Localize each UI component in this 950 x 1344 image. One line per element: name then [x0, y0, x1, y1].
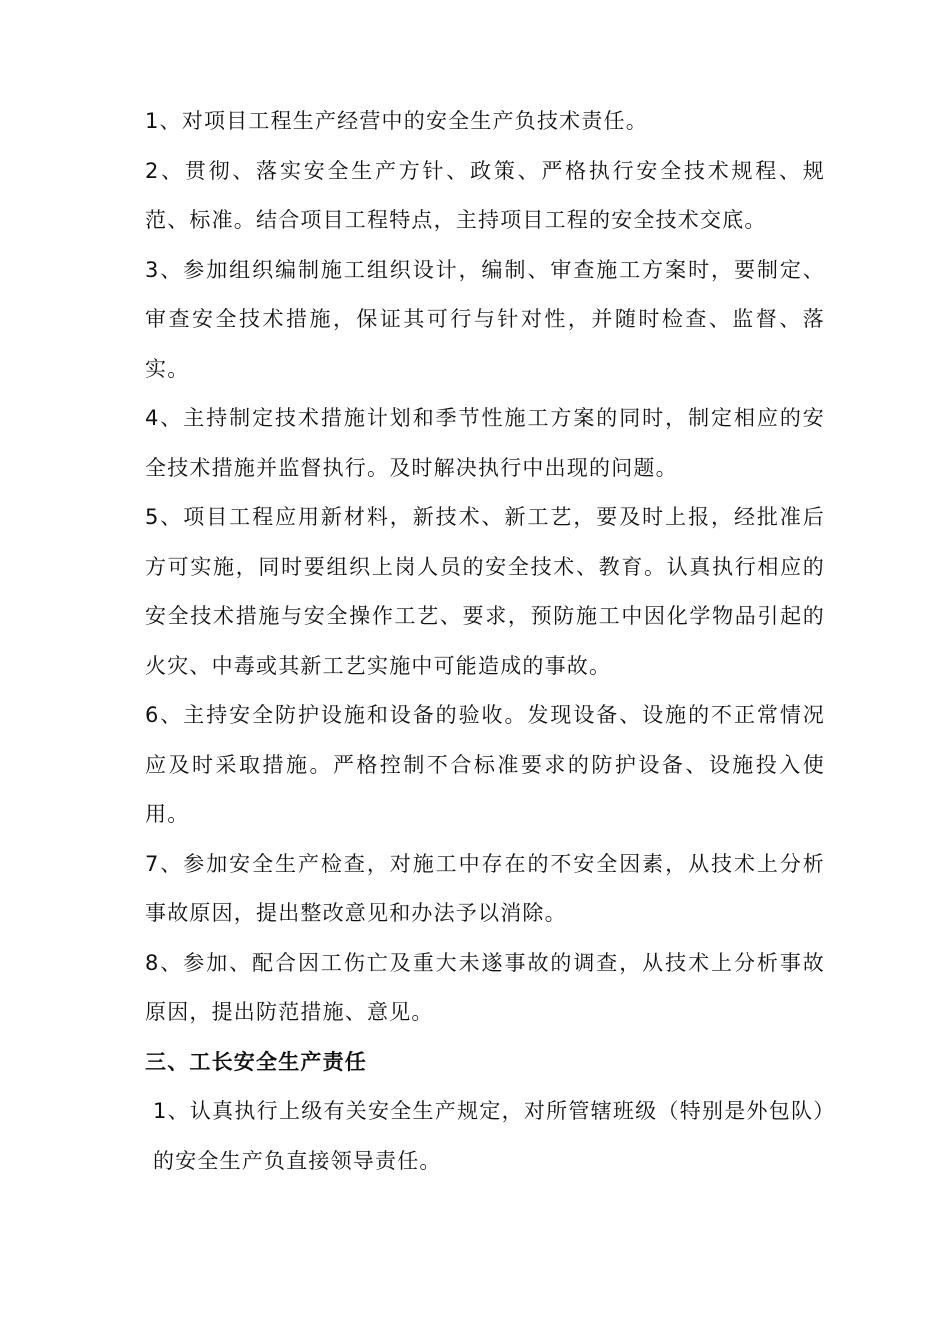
paragraph-5: 5、项目工程应用新材料，新技术、新工艺，要及时上报，经批准后方可实施，同时要组织上岗人员的安全技术、教育。认真执行相应的安全技术措施与安全操作工艺、要求，预防施工中因化学物品引起的火灾、中毒或其新工艺实施中可能造成的事故。: [145, 505, 825, 678]
paragraph-2: 2、贯彻、落实安全生产方针、政策、严格执行安全技术规程、规范、标准。结合项目工程特点，主持项目工程的安全技术交底。: [145, 158, 825, 232]
paragraph-4: 4、主持制定技术措施计划和季节性施工方案的同时，制定相应的安全技术措施并监督执行。及时解决执行中出现的问题。: [145, 406, 825, 480]
section-paragraph-1: 1、认真执行上级有关安全生产规定，对所管辖班级（特别是外包队）的安全生产负直接领导责任。: [153, 1099, 825, 1173]
section-heading: 三、工长安全生产责任: [145, 1049, 367, 1074]
document-body: [145, 97, 825, 1186]
paragraph-3: 3、参加组织编制施工组织设计，编制、审查施工方案时，要制定、审查安全技术措施，保证其可行与针对性，并随时检查、监督、落实。: [145, 257, 825, 381]
paragraph-8: 8、参加、配合因工伤亡及重大未遂事故的调查，从技术上分析事故原因，提出防范措施、意见。: [145, 950, 825, 1024]
paragraph-7: 7、参加安全生产检查，对施工中存在的不安全因素，从技术上分析事故原因，提出整改意见和办法予以消除。: [145, 851, 825, 925]
paragraph-1: 1、对项目工程生产经营中的安全生产负技术责任。: [145, 109, 648, 133]
paragraph-6: 6、主持安全防护设施和设备的验收。发现设备、设施的不正常情况应及时采取措施。严格控制不合标准要求的防护设备、设施投入使用。: [145, 703, 825, 826]
